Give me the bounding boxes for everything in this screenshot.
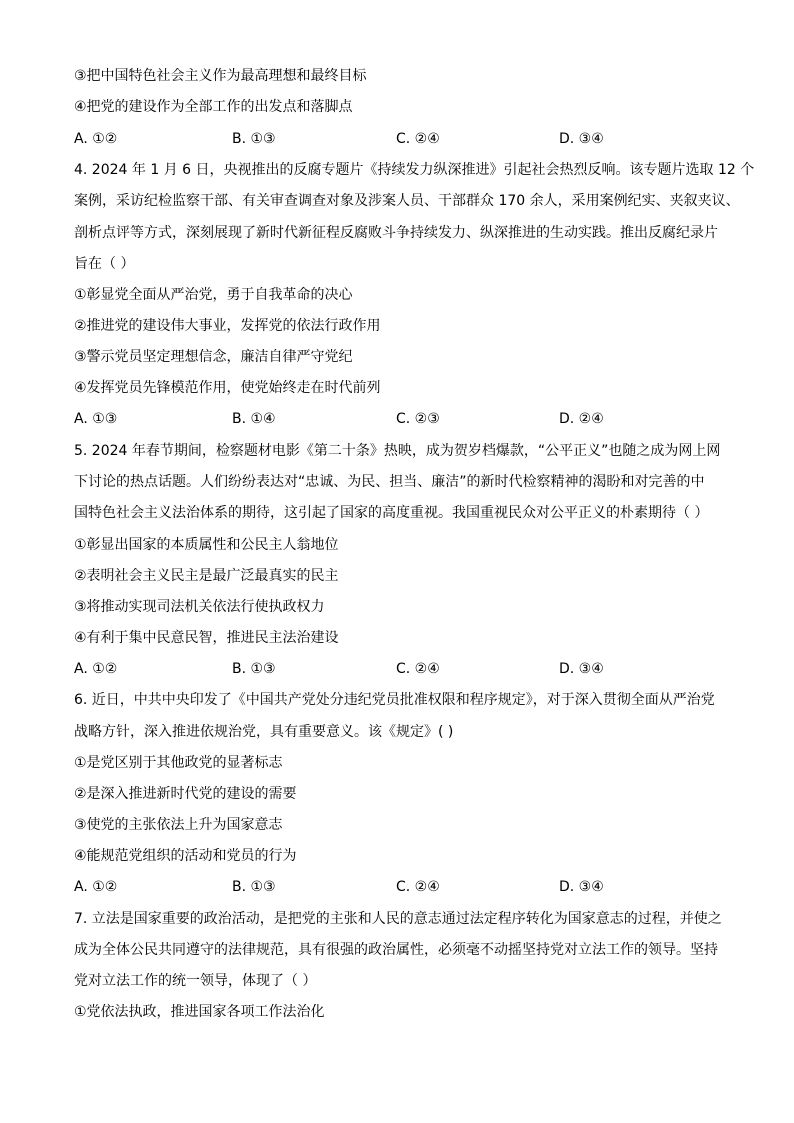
text-line: 剖析点评等方式，深刻展现了新时代新征程反腐败斗争持续发力、纵深推进的生动实践。推出反腐纪录片: [74, 225, 718, 241]
option-b: B. ①③: [232, 131, 276, 147]
text-line: 战略方针，深入推进依规治党，具有重要意义。该《规定》( ): [74, 724, 454, 740]
option-b: B. ①③: [232, 879, 276, 895]
option-d: D. ③④: [559, 661, 604, 677]
option-d: D. ②④: [559, 411, 604, 427]
option-a: A. ①②: [74, 131, 118, 147]
choice-item: ④有利于集中民意民智，推进民主法治建设: [74, 630, 339, 646]
choice-item: ①党依法执政，推进国家各项工作法治化: [74, 1004, 325, 1020]
option-b: B. ①④: [232, 411, 276, 427]
choice-item: ④发挥党员先锋模范作用，使党始终走在时代前列: [74, 380, 381, 396]
choice-item: ②是深入推进新时代党的建设的需要: [74, 786, 297, 802]
choice-item: ④能规范党组织的活动和党员的行为: [74, 848, 297, 864]
option-c: C. ②④: [396, 661, 440, 677]
choice-item: ①彰显出国家的本质属性和公民主人翁地位: [74, 537, 339, 553]
answer-options: [74, 409, 754, 429]
choice-item: ③警示党员坚定理想信念，廉洁自律严守党纪: [74, 349, 353, 365]
answer-options: [74, 129, 754, 149]
text-line: ④把党的建设作为全部工作的出发点和落脚点: [74, 99, 353, 115]
choice-item: ②推进党的建设伟大事业，发挥党的依法行政作用: [74, 318, 381, 334]
answer-options: [74, 877, 754, 897]
question-7-stem: 7. 立法是国家重要的政治活动，是把党的主张和人民的意志通过法定程序转化为国家意志的过程，并使之: [74, 911, 722, 927]
option-c: C. ②④: [396, 131, 440, 147]
question-6-stem: 6. 近日，中共中央印发了《中国共产党处分违纪党员批准权限和程序规定》，对于深入贯彻全面从严治党: [74, 692, 715, 708]
text-line: 下讨论的热点话题。人们纷纷表达对“忠诚、为民、担当、廉洁”的新时代检察精神的渴盼和对完善的中: [74, 474, 705, 490]
answer-options: [74, 659, 754, 679]
text-line: 党对立法工作的统一领导，体现了（ ）: [74, 973, 317, 989]
choice-item: ③将推动实现司法机关依法行使执政权力: [74, 599, 325, 615]
option-d: D. ③④: [559, 131, 604, 147]
option-a: A. ①③: [74, 411, 118, 427]
text-line: 成为全体公民共同遵守的法律规范，具有很强的政治属性，必须毫不动摇坚持党对立法工作的领导。坚持: [74, 942, 718, 958]
text-line: 国特色社会主义法治体系的期待，这引起了国家的高度重视。我国重视民众对公平正义的朴素期待（ ）: [74, 505, 709, 521]
option-c: C. ②④: [396, 879, 440, 895]
choice-item: ③使党的主张依法上升为国家意志: [74, 817, 283, 833]
text-line: 案例，采访纪检监察干部、有关审查调查对象及涉案人员、干部群众 170 余人，采用案例纪实、夹叙夹议、: [74, 193, 740, 209]
choice-item: ②表明社会主义民主是最广泛最真实的民主: [74, 568, 339, 584]
choice-item: ①是党区别于其他政党的显著标志: [74, 755, 283, 771]
text-line: 旨在（ ）: [74, 256, 135, 272]
question-5-stem: 5. 2024 年春节期间，检察题材电影《第二十条》热映，成为贺岁档爆款，“公平正义”也随之成为网上网: [74, 443, 721, 459]
option-a: A. ①②: [74, 661, 118, 677]
option-b: B. ①③: [232, 661, 276, 677]
choice-item: ①彰显党全面从严治党，勇于自我革命的决心: [74, 287, 353, 303]
option-a: A. ①②: [74, 879, 118, 895]
question-4-stem: 4. 2024 年 1 月 6 日，央视推出的反腐专题片《持续发力纵深推进》引起社会热烈反响。该专题片选取 12 个: [74, 162, 755, 178]
option-c: C. ②③: [396, 411, 440, 427]
text-line: ③把中国特色社会主义作为最高理想和最终目标: [74, 68, 367, 84]
option-d: D. ③④: [559, 879, 604, 895]
